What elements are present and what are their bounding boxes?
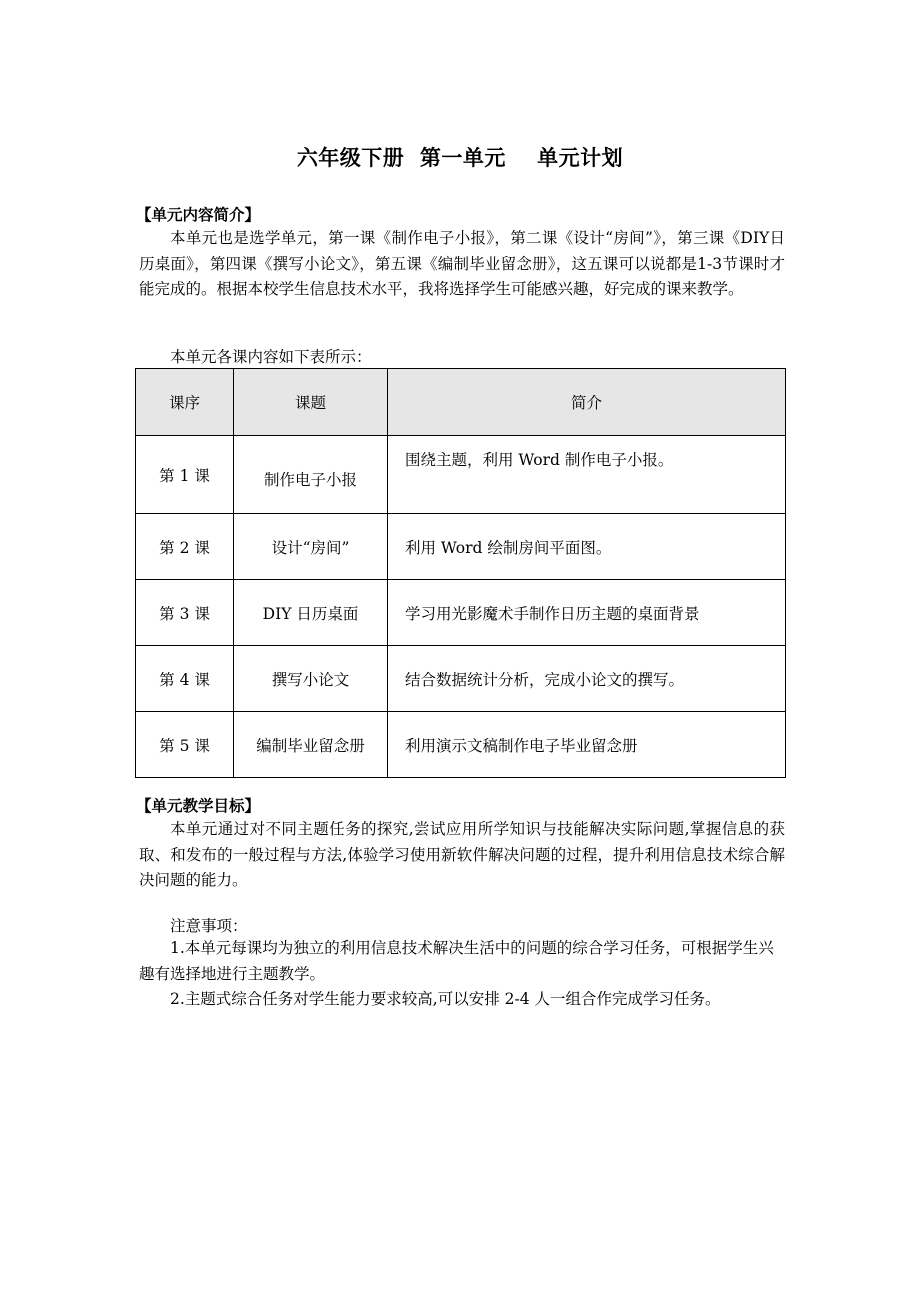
- goals-heading: 【单元教学目标】: [136, 797, 261, 815]
- header-topic: 课题: [234, 369, 388, 436]
- lesson-desc: 利用 Word 绘制房间平面图。: [388, 514, 786, 580]
- lesson-topic: DIY 日历桌面: [234, 580, 388, 646]
- page-title: 六年级下册 第一单元 单元计划: [296, 146, 624, 170]
- intro-heading: 【单元内容简介】: [136, 206, 261, 224]
- lesson-topic: 制作电子小报: [234, 436, 388, 514]
- lesson-order: 第 4 课: [136, 646, 234, 712]
- note-item-1: 1.本单元每课均为独立的利用信息技术解决生活中的问题的综合学习任务，可根据学生兴趣有选择地进行主题教学。: [139, 939, 774, 983]
- header-order: 课序: [136, 369, 234, 436]
- lesson-desc: 利用演示文稿制作电子毕业留念册: [388, 712, 786, 778]
- goals-paragraph: 本单元通过对不同主题任务的探究,尝试应用所学知识与技能解决实际问题,掌握信息的获取、和发布的一般过程与方法,体验学习使用新软件解决问题的过程，提升利用信息技术综合解决问题的能力。: [139, 820, 785, 889]
- lesson-desc: 围绕主题，利用 Word 制作电子小报。: [388, 436, 786, 514]
- intro-paragraph: 本单元也是选学单元，第一课《制作电子小报》，第二课《设计“房间”》，第三课《DIY日历桌面》，第四课《撰写小论文》，第五课《编制毕业留念册》，这五课可以说都是1-3节课时才能完成的。根据本校学生信息技术水平，我将选择学生可能感兴趣，好完成的课来教学。: [139, 229, 785, 298]
- notes-heading: 注意事项：: [170, 917, 248, 935]
- lesson-desc: 学习用光影魔术手制作日历主题的桌面背景: [388, 580, 786, 646]
- table-row: [136, 712, 786, 778]
- table-row: [136, 436, 786, 514]
- lessons-table: [135, 368, 786, 778]
- table-intro-text: 本单元各课内容如下表所示：: [170, 348, 372, 366]
- lesson-topic: 编制毕业留念册: [234, 712, 388, 778]
- header-desc: 简介: [388, 369, 786, 436]
- lesson-order: 第 2 课: [136, 514, 234, 580]
- note-item-2: 2.主题式综合任务对学生能力要求较高,可以安排 2-4 人一组合作完成学习任务。: [170, 990, 721, 1008]
- lesson-desc: 结合数据统计分析，完成小论文的撰写。: [388, 646, 786, 712]
- table-row: [136, 514, 786, 580]
- lesson-topic: 设计“房间”: [234, 514, 388, 580]
- lesson-order: 第 5 课: [136, 712, 234, 778]
- lesson-topic: 撰写小论文: [234, 646, 388, 712]
- lesson-order: 第 3 课: [136, 580, 234, 646]
- lesson-order: 第 1 课: [136, 436, 234, 514]
- table-row: [136, 646, 786, 712]
- table-header-row: [136, 369, 786, 436]
- table-row: [136, 580, 786, 646]
